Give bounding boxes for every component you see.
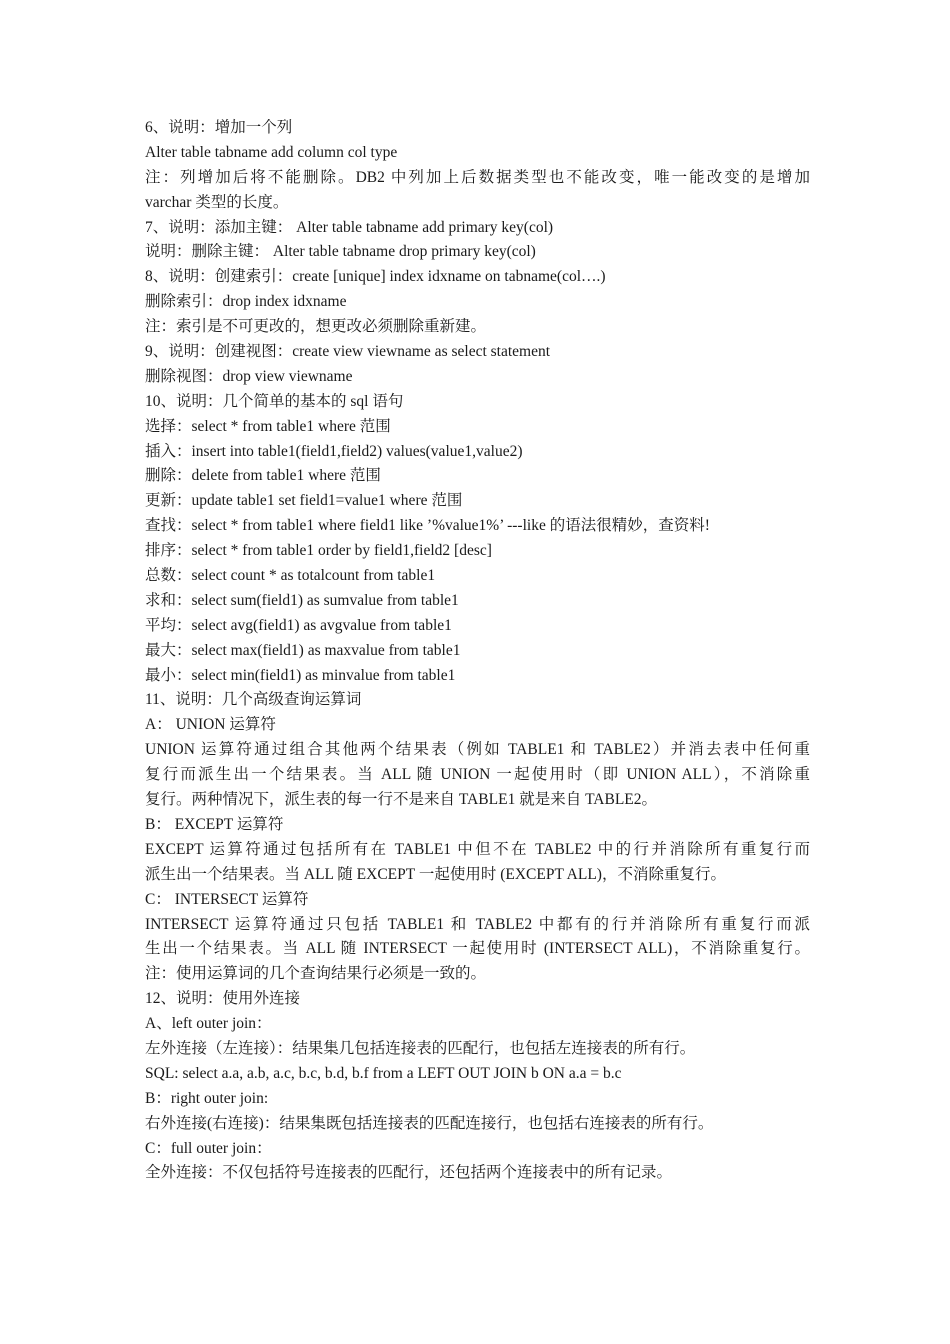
text-line: varchar 类型的长度。 bbox=[145, 193, 289, 211]
text-line: 最大：select max(field1) as maxvalue from table1 bbox=[145, 641, 461, 659]
text-line: 排序：select * from table1 order by field1,field2 [desc] bbox=[145, 542, 492, 560]
text-line: 总数：select count * as totalcount from table1 bbox=[145, 567, 436, 585]
text-line: 选择：select * from table1 where 范围 bbox=[145, 417, 391, 435]
text-line: 说明：删除主键： Alter table tabname drop primary key(col) bbox=[145, 243, 536, 261]
text-line: 派生出一个结果表。当 ALL 随 EXCEPT 一起使用时 (EXCEPT ALL)，不消除重复行。 bbox=[145, 865, 726, 883]
text-line: SQL: select a.a, a.b, a.c, b.c, b.d, b.f from a LEFT OUT JOIN b ON a.a = b.c bbox=[145, 1064, 622, 1082]
text-line: 8、说明：创建索引：create [unique] index idxname on tabname(col….) bbox=[145, 268, 606, 286]
document-body bbox=[145, 116, 810, 1186]
text-line: 插入：insert into table1(field1,field2) values(value1,value2) bbox=[145, 442, 523, 460]
text-line: 12、说明：使用外连接 bbox=[145, 990, 301, 1008]
text-line: 复行而派生出一个结果表。当 ALL 随 UNION 一起使用时（即 UNION ALL），不消除重 bbox=[145, 766, 810, 784]
text-line: C：full outer join： bbox=[145, 1139, 272, 1157]
text-line: UNION 运算符通过组合其他两个结果表（例如 TABLE1 和 TABLE2）并消去表中任何重 bbox=[145, 741, 810, 759]
text-line: 最小：select min(field1) as minvalue from table1 bbox=[145, 666, 456, 684]
text-line: 求和：select sum(field1) as sumvalue from table1 bbox=[145, 591, 459, 609]
text-line: 11、说明：几个高级查询运算词 bbox=[145, 691, 362, 709]
text-line: B：right outer join: bbox=[145, 1089, 269, 1107]
text-line: EXCEPT 运算符通过包括所有在 TABLE1 中但不在 TABLE2 中的行并消除所有重复行而 bbox=[145, 840, 810, 858]
text-line: 全外连接：不仅包括符号连接表的匹配行，还包括两个连接表中的所有记录。 bbox=[145, 1164, 673, 1182]
text-line: 更新：update table1 set field1=value1 where 范围 bbox=[145, 492, 463, 510]
text-line: A： UNION 运算符 bbox=[145, 716, 276, 734]
text-line: 6、说明：增加一个列 bbox=[145, 119, 293, 136]
text-line: B： EXCEPT 运算符 bbox=[145, 815, 284, 833]
text-line: 10、说明：几个简单的基本的 sql 语句 bbox=[145, 392, 404, 410]
text-line: C： INTERSECT 运算符 bbox=[145, 890, 309, 908]
text-line: 注：列增加后将不能删除。DB2 中列加上后数据类型也不能改变，唯一能改变的是增加 bbox=[145, 168, 810, 186]
text-line: 平均：select avg(field1) as avgvalue from table1 bbox=[145, 616, 452, 634]
text-line: 注：使用运算词的几个查询结果行必须是一致的。 bbox=[145, 965, 487, 983]
text-line: 左外连接（左连接）：结果集几包括连接表的匹配行，也包括左连接表的所有行。 bbox=[145, 1039, 696, 1057]
text-line: A、left outer join： bbox=[145, 1015, 272, 1033]
text-line: 删除索引：drop index idxname bbox=[145, 293, 347, 311]
text-line: 复行。两种情况下，派生表的每一行不是来自 TABLE1 就是来自 TABLE2。 bbox=[145, 791, 658, 809]
text-line: 删除：delete from table1 where 范围 bbox=[145, 467, 381, 485]
text-line: 注：索引是不可更改的，想更改必须删除重新建。 bbox=[145, 318, 487, 336]
text-line: Alter table tabname add column col type bbox=[145, 143, 398, 161]
text-line: 删除视图：drop view viewname bbox=[145, 367, 353, 385]
text-line: 右外连接(右连接)：结果集既包括连接表的匹配连接行，也包括右连接表的所有行。 bbox=[145, 1114, 714, 1132]
text-line: 查找：select * from table1 where field1 like ’%value1%’ ---like 的语法很精妙，查资料! bbox=[145, 517, 710, 535]
text-line: 9、说明：创建视图：create view viewname as select statement bbox=[145, 343, 551, 361]
text-line: INTERSECT 运算符通过只包括 TABLE1 和 TABLE2 中都有的行并消除所有重复行而派 bbox=[145, 915, 810, 933]
text-line: 生出一个结果表。当 ALL 随 INTERSECT 一起使用时 (INTERSECT ALL)，不消除重复行。 bbox=[145, 940, 810, 958]
text-line: 7、说明：添加主键： Alter table tabname add primary key(col) bbox=[145, 218, 554, 236]
